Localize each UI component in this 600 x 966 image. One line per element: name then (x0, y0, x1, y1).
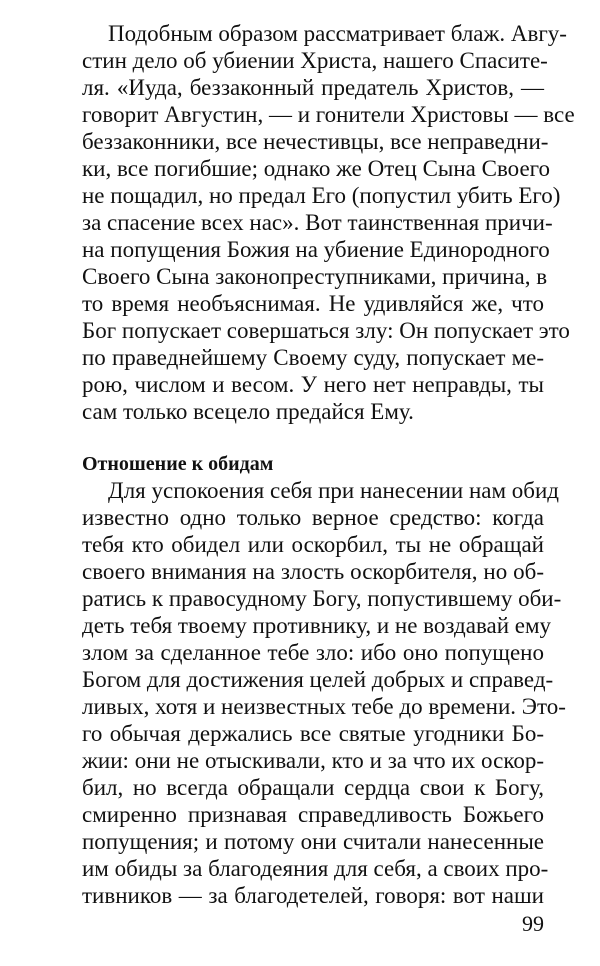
text-line: своего внимания на злость оскорбителя, но об- (82, 559, 544, 584)
text-line: деть тебя твоему противнику, и не воздавай ему (82, 613, 552, 638)
text-line: бил, но всегда обращали сердца свои к Богу, (82, 775, 544, 800)
section-heading: Отношение к обидам (82, 453, 274, 475)
text-line: смиренно признавая справедливость Божьего (82, 802, 544, 827)
text-line: стин дело об убиении Христа, нашего Спасите- (82, 48, 548, 73)
text-line: ратись к правосудному Богу, попустившему оби- (82, 586, 562, 611)
text-line: беззаконники, все нечестивцы, все неправедни- (82, 129, 549, 154)
text-line: говорит Августин, — и гонители Христовы — все (82, 102, 575, 127)
text-line: злом за сделанное тебе зло: ибо оно попущено (82, 640, 544, 665)
text-line: жии: они не отыскивали, кто и за что их оскор- (82, 748, 544, 773)
page-number: 99 (522, 911, 544, 936)
text-line: за спасение всех нас». Вот таинственная причи- (82, 210, 553, 235)
text-line: го обычая держались все святые угодники Бо- (82, 721, 544, 746)
text-line: ливых, хотя и неизвестных тебе до времени. Это- (82, 694, 566, 719)
text-line: рою, числом и весом. У него нет неправды, ты (82, 372, 544, 397)
text-line: то время необъяснимая. Не удивляйся же, что (82, 291, 544, 316)
text-line: им обиды за благодеяния для себя, а своих про- (82, 856, 549, 881)
text-line: Бог попускает совершаться злу: Он попускает это (82, 318, 570, 343)
text-line: Подобным образом рассматривает блаж. Авгу- (108, 21, 567, 46)
text-line: попущения; и потому они считали нанесенные (82, 829, 544, 854)
text-line: Богом для достижения целей добрых и справед- (82, 667, 554, 692)
text-line: Для успокоения себя при нанесении нам обид (108, 478, 559, 503)
text-line: известно одно только верное средство: когда (82, 505, 544, 530)
text-line: Своего Сына законопреступниками, причина, в (82, 264, 548, 289)
text-line: сам только всецело предайся Ему. (82, 399, 414, 424)
text-line: тивников — за благодетелей, говоря: вот наши (82, 883, 544, 908)
text-line: тебя кто обидел или оскорбил, ты не обращай (82, 532, 544, 557)
text-line: ля. «Иуда, беззаконный предатель Христов, — (82, 75, 544, 100)
text-line: не пощадил, но предал Его (попустил убить Его) (82, 183, 561, 208)
text-line: по праведнейшему Своему суду, попускает ме- (82, 345, 544, 370)
text-line: на попущения Божия на убиение Единородного (82, 237, 550, 262)
text-line: ки, все погибшие; однако же Отец Сына Своего (82, 156, 551, 181)
